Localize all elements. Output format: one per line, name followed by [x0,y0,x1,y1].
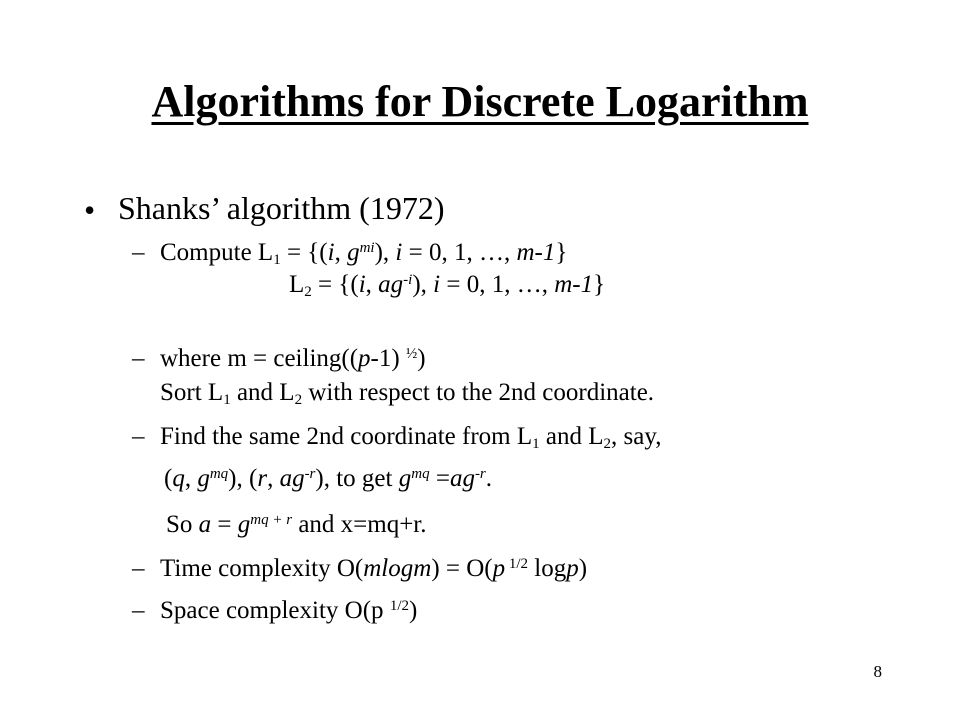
space-exponent: 1/2 [389,597,409,614]
page-number: 8 [873,662,882,681]
find-text-a: Find the same 2nd coordinate from L [160,423,533,450]
pair-exp4: -r [474,465,486,482]
where-minus-one: -1) [370,345,406,372]
line-compute-l1 [160,239,568,269]
slide-title: Algorithms for Discrete Logarithm [151,77,809,126]
sort-sub1: 1 [223,392,231,409]
where-exponent: ½ [405,345,418,362]
find-text-b: and L [539,423,604,450]
where-text: where m = ceiling(( [160,345,359,372]
so-rest: and x=mq+r. [292,511,427,538]
line-l2 [289,271,606,301]
l1-exponent: mi [359,239,375,256]
sort-text-b: and L [230,379,295,406]
pair-var-ag2: ag [449,465,475,492]
l2-close: ), [412,271,434,298]
sort-text-a: Sort L [160,379,224,406]
dash-time: – [132,555,145,582]
pair-var-ag: ag [279,465,305,492]
so-text: So [166,511,199,538]
space-close: ) [408,597,418,624]
so-exponent: mq + r [250,511,293,528]
bullet-dot-icon: • [84,192,96,228]
line-sort [160,379,655,409]
line-time [160,556,587,581]
time-exponent: 1/2 [505,555,529,572]
l1-var-i2: i [395,239,403,266]
pair-open: ( [164,465,173,492]
l1-var-i: i [327,239,335,266]
time-var-p: p [492,555,506,582]
dash-space: – [132,597,145,624]
l2-range: = 0, 1, …, [440,271,555,298]
pair-mid: ), ( [228,465,258,492]
pair-eq: = [429,465,450,492]
so-eq: = [211,511,238,538]
sort-sub2: 2 [294,392,303,409]
line-where [160,346,426,371]
l2-var-i: i [358,271,366,298]
space-text-a: Space complexity O(p [160,597,390,624]
pair-exp2: -r [304,465,316,482]
so-var-a: a [198,511,212,538]
l1-open: = {( [280,239,328,266]
find-sub2: 2 [603,436,612,453]
find-sub1: 1 [532,436,540,453]
time-var-mlogm: mlogm [363,555,432,582]
l2-label: L [289,271,305,298]
pair-var-g2: g [398,465,412,492]
compute-label: Compute L [160,239,274,266]
time-text-a: Time complexity O( [160,555,364,582]
pair-exp1: mq [209,465,229,482]
dash-where: – [132,345,145,372]
time-var-p2: p [566,555,579,582]
l2-subscript: 2 [304,284,312,301]
line-pairs [164,466,492,491]
pair-comma2: , [267,465,280,492]
line-find [160,423,662,453]
l1-end: m-1 [516,239,556,266]
l1-comma: , [334,239,348,266]
so-var-g: g [237,511,251,538]
find-text-c: , say, [611,423,662,450]
l2-open: = {( [311,271,359,298]
pair-var-q: q [172,465,185,492]
l2-exponent: -i [403,271,413,288]
bullet-shanks: Shanks’ algorithm (1972) [118,190,445,226]
l2-var-i2: i [433,271,441,298]
l1-subscript: 1 [273,252,281,269]
l1-brace: } [555,239,568,266]
pair-comma1: , [184,465,198,492]
pair-end: . [485,465,493,492]
time-close: ) [578,555,588,582]
line-space [160,598,417,623]
pair-var-g: g [197,465,210,492]
line-so [166,512,427,537]
where-close: ) [417,345,426,372]
dash-compute: – [132,239,145,266]
l1-range: = 0, 1, …, [402,239,517,266]
l2-brace: } [593,271,606,298]
pair-var-r: r [257,465,268,492]
dash-find: – [132,423,145,450]
pair-exp3: mq [411,465,430,482]
l2-end: m-1 [554,271,594,298]
sort-text-c: with respect to the 2nd coordinate. [302,379,655,406]
time-log: log [528,555,567,582]
l2-comma: , [365,271,379,298]
l2-var-ag: ag [378,271,404,298]
where-var-p: p [358,345,371,372]
l1-var-g: g [347,239,360,266]
time-text-b: ) = O( [431,555,493,582]
pair-get: ), to get [315,465,399,492]
l1-close: ), [374,239,396,266]
